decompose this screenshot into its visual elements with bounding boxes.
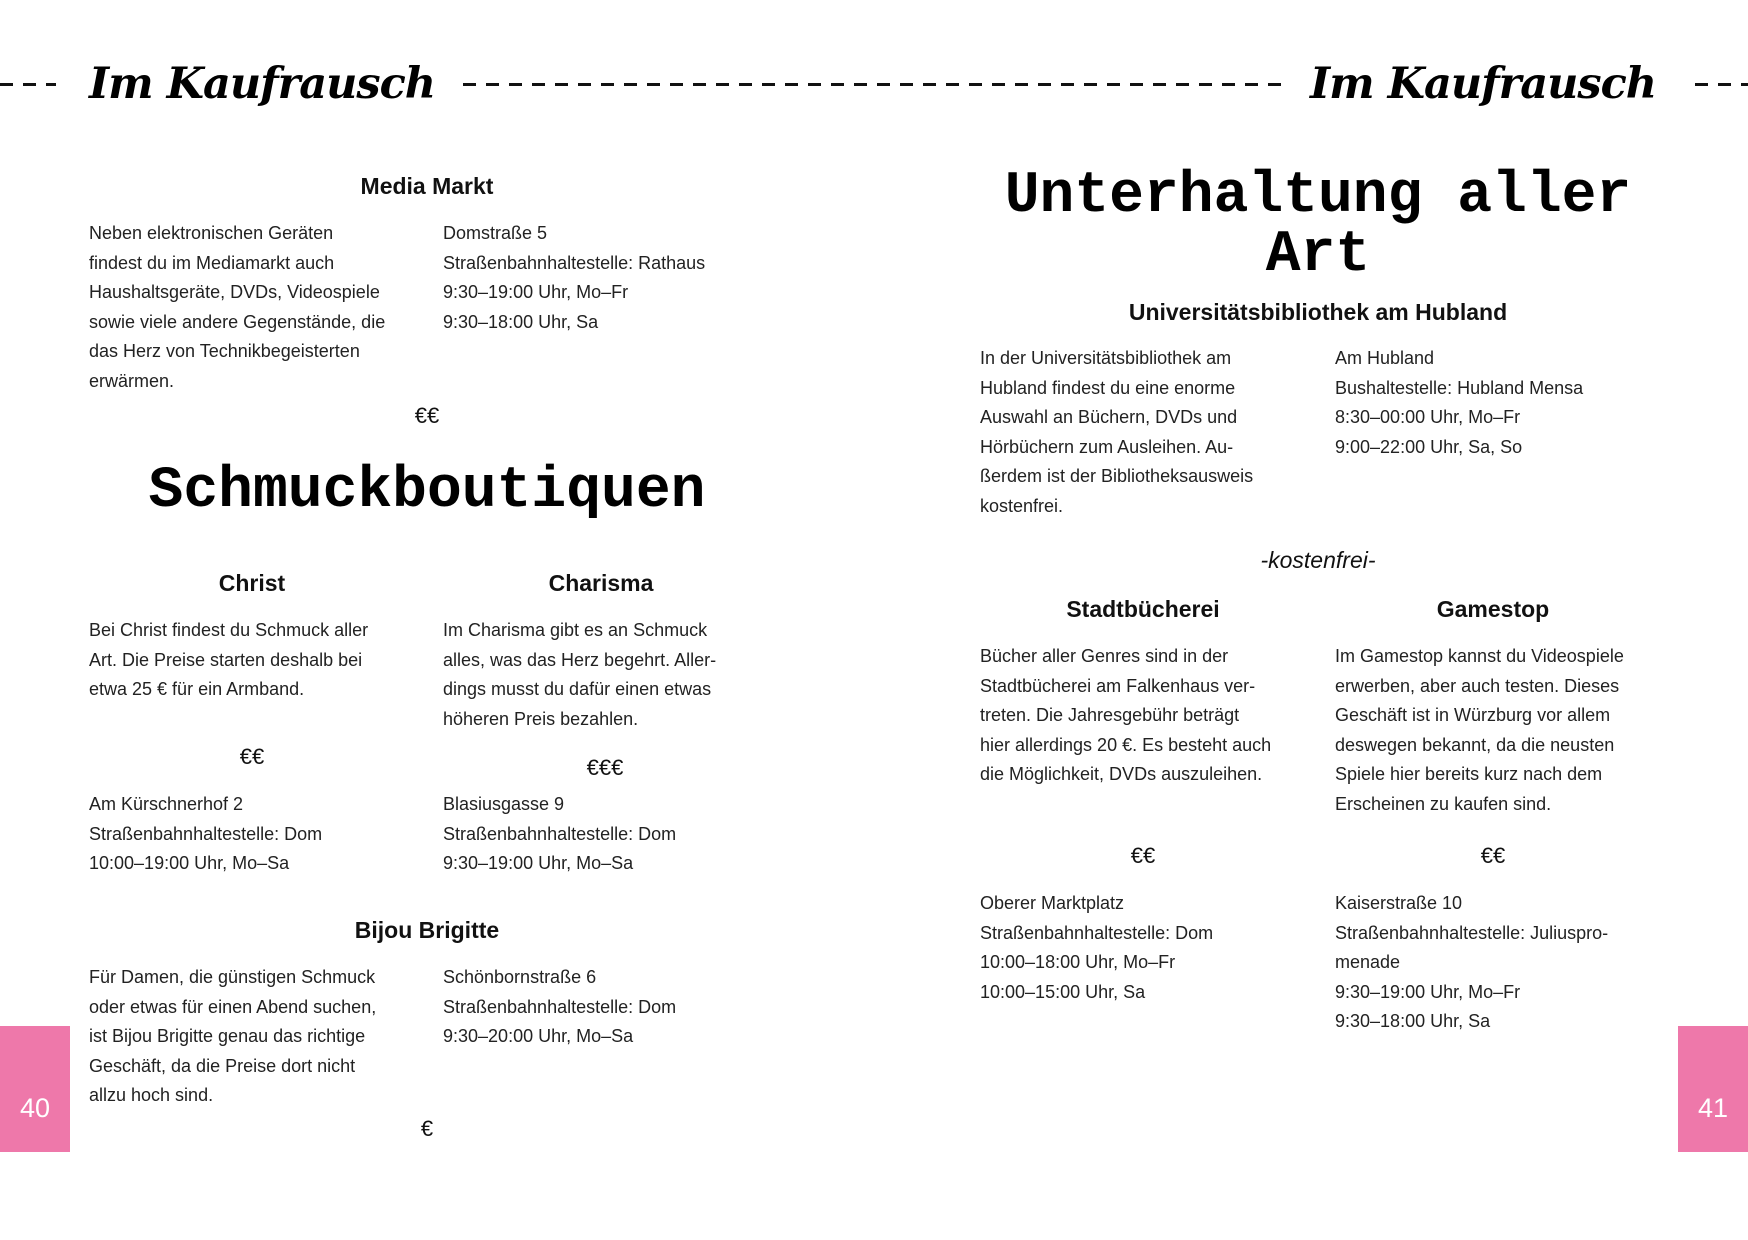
- text-line: ßerdem ist der Bibliotheksausweis: [980, 466, 1254, 486]
- hours-line: 9:30–19:00 Uhr, Mo–Sa: [443, 853, 634, 873]
- text-line: Spiele hier bereits kurz nach dem: [1335, 764, 1603, 784]
- store-description-stadtbuecherei: [980, 642, 1271, 790]
- store-details-gamestop: [1335, 889, 1608, 1037]
- text-line: Haushaltsgeräte, DVDs, Videospiele: [89, 282, 380, 302]
- text-line: Auswahl an Büchern, DVDs und: [980, 407, 1238, 427]
- store-details-charisma: [443, 790, 676, 879]
- hours-line: 9:30–18:00 Uhr, Sa: [1335, 1011, 1491, 1031]
- text-line: ist Bijou Brigitte genau das richtige: [89, 1026, 366, 1046]
- hours-line: 9:30–19:00 Uhr, Mo–Fr: [443, 282, 629, 302]
- price-indicator-christ: €€: [239, 744, 265, 769]
- hours-line: 10:00–19:00 Uhr, Mo–Sa: [89, 853, 290, 873]
- section-title-unterhaltung: [980, 164, 1656, 288]
- store-description-christ: [89, 616, 368, 705]
- address-line: Am Hubland: [1335, 348, 1435, 368]
- transit-line: Straßenbahnhaltestelle: Dom: [89, 823, 323, 844]
- hours-line: 9:30–20:00 Uhr, Mo–Sa: [443, 1026, 634, 1046]
- price-indicator-bijou-brigitte: €: [420, 1116, 434, 1141]
- store-description-charisma: [443, 616, 716, 734]
- store-details-media-markt: [443, 219, 705, 337]
- address-line: Schönbornstraße 6: [443, 967, 597, 987]
- transit-line: Straßenbahnhaltestelle: Juliuspro-: [1335, 922, 1609, 943]
- price-indicator-universitaetsbibliothek: -kostenfrei-: [1260, 547, 1376, 573]
- page-number-tab-left: [0, 1026, 70, 1152]
- store-title-charisma: Charisma: [548, 570, 654, 596]
- hours-line: 10:00–15:00 Uhr, Sa: [980, 981, 1146, 1002]
- text-line: Im Gamestop kannst du Videospiele: [1335, 646, 1624, 666]
- text-line: Erscheinen zu kaufen sind.: [1335, 793, 1552, 814]
- page-number: 40: [19, 1093, 51, 1123]
- text-line: die Möglichkeit, DVDs auszuleihen.: [980, 764, 1263, 784]
- store-details-bijou-brigitte: [443, 963, 676, 1052]
- transit-line: Straßenbahnhaltestelle: Rathaus: [443, 252, 706, 273]
- text-line: das Herz von Technikbegeisterten: [89, 341, 360, 361]
- text-line: treten. Die Jahresgebühr beträgt: [980, 705, 1240, 725]
- text-line: oder etwas für einen Abend suchen,: [89, 996, 377, 1017]
- store-title-bijou-brigitte: Bijou Brigitte: [354, 917, 500, 943]
- address-line: Oberer Marktplatz: [980, 893, 1125, 913]
- text-line: Hubland findest du eine enorme: [980, 377, 1236, 398]
- store-description-bijou-brigitte: [89, 963, 376, 1111]
- text-line: dings musst du dafür einen etwas: [443, 679, 712, 699]
- address-line: Domstraße 5: [443, 223, 548, 243]
- store-title-media-markt: Media Markt: [360, 173, 494, 199]
- text-line: erwerben, aber auch testen. Dieses: [1335, 675, 1620, 696]
- price-indicator-charisma: €€€: [586, 755, 624, 780]
- store-details-universitaetsbibliothek: [1335, 344, 1583, 462]
- store-title-stadtbuecherei: Stadtbücherei: [1066, 596, 1220, 622]
- text-line: Im Charisma gibt es an Schmuck: [443, 620, 708, 640]
- header-title-left: Im Kaufrausch: [89, 59, 436, 109]
- text-line: Für Damen, die günstigen Schmuck: [89, 967, 376, 987]
- text-line: kostenfrei.: [980, 495, 1064, 516]
- header-dash-line-right: [1695, 83, 1748, 86]
- store-description-gamestop: [1335, 642, 1624, 819]
- store-details-christ: [89, 790, 322, 879]
- text-line: Neben elektronischen Geräten: [89, 223, 334, 243]
- store-description-media-markt: [89, 219, 385, 396]
- text-line: hier allerdings 20 €. Es besteht auch: [980, 734, 1272, 755]
- section-title-schmuckboutiquen: Schmuckboutiquen: [148, 459, 706, 524]
- text-line: Stadtbücherei am Falkenhaus ver-: [980, 675, 1256, 696]
- text-line: höheren Preis bezahlen.: [443, 708, 639, 729]
- header-dash-line-center: [463, 83, 1282, 86]
- header-dash-line-left: [0, 83, 56, 86]
- transit-line: Straßenbahnhaltestelle: Dom: [980, 922, 1214, 943]
- store-details-stadtbuecherei: [980, 889, 1213, 1007]
- text-line: Geschäft, da die Preise dort nicht: [89, 1055, 356, 1076]
- transit-line: menade: [1335, 952, 1401, 972]
- text-line: etwa 25 € für ein Armband.: [89, 679, 305, 699]
- price-indicator-stadtbuecherei: €€: [1130, 843, 1156, 868]
- hours-line: 9:30–18:00 Uhr, Sa: [443, 311, 599, 332]
- transit-line: Bushaltestelle: Hubland Mensa: [1335, 377, 1584, 398]
- address-line: Kaiserstraße 10: [1335, 893, 1463, 913]
- text-line: Geschäft ist in Würzburg vor allem: [1335, 705, 1611, 725]
- text-line: findest du im Mediamarkt auch: [89, 252, 335, 273]
- text-line: Hörbüchern zum Ausleihen. Au-: [980, 436, 1234, 457]
- section-title-line: Unterhaltung aller: [1004, 164, 1632, 229]
- text-line: In der Universitätsbibliothek am: [980, 348, 1232, 368]
- hours-line: 10:00–18:00 Uhr, Mo–Fr: [980, 952, 1176, 972]
- address-line: Blasiusgasse 9: [443, 794, 565, 814]
- text-line: allzu hoch sind.: [89, 1085, 214, 1105]
- store-title-christ: Christ: [218, 570, 286, 596]
- header-title-right: Im Kaufrausch: [1310, 59, 1657, 109]
- transit-line: Straßenbahnhaltestelle: Dom: [443, 996, 677, 1017]
- text-line: erwärmen.: [89, 370, 175, 391]
- text-line: sowie viele andere Gegenstände, die: [89, 311, 386, 332]
- store-title-universitaetsbibliothek: Universitätsbibliothek am Hubland: [1128, 299, 1508, 325]
- store-title-gamestop: Gamestop: [1436, 596, 1550, 622]
- store-description-universitaetsbibliothek: [980, 344, 1253, 521]
- hours-line: 9:30–19:00 Uhr, Mo–Fr: [1335, 981, 1521, 1002]
- text-line: deswegen bekannt, da die neusten: [1335, 734, 1615, 755]
- page-number-tab-right: [1678, 1026, 1748, 1152]
- address-line: Am Kürschnerhof 2: [89, 794, 244, 814]
- hours-line: 9:00–22:00 Uhr, Sa, So: [1335, 436, 1523, 457]
- text-line: Bei Christ findest du Schmuck aller: [89, 620, 369, 640]
- text-line: alles, was das Herz begehrt. Aller-: [443, 649, 717, 670]
- section-title-line: Art: [1265, 223, 1371, 288]
- price-indicator-media-markt: €€: [414, 403, 440, 428]
- price-indicator-gamestop: €€: [1480, 843, 1506, 868]
- text-line: Bücher aller Genres sind in der: [980, 646, 1229, 666]
- transit-line: Straßenbahnhaltestelle: Dom: [443, 823, 677, 844]
- page-number: 41: [1697, 1093, 1729, 1123]
- text-line: Art. Die Preise starten deshalb bei: [89, 649, 363, 670]
- hours-line: 8:30–00:00 Uhr, Mo–Fr: [1335, 407, 1521, 427]
